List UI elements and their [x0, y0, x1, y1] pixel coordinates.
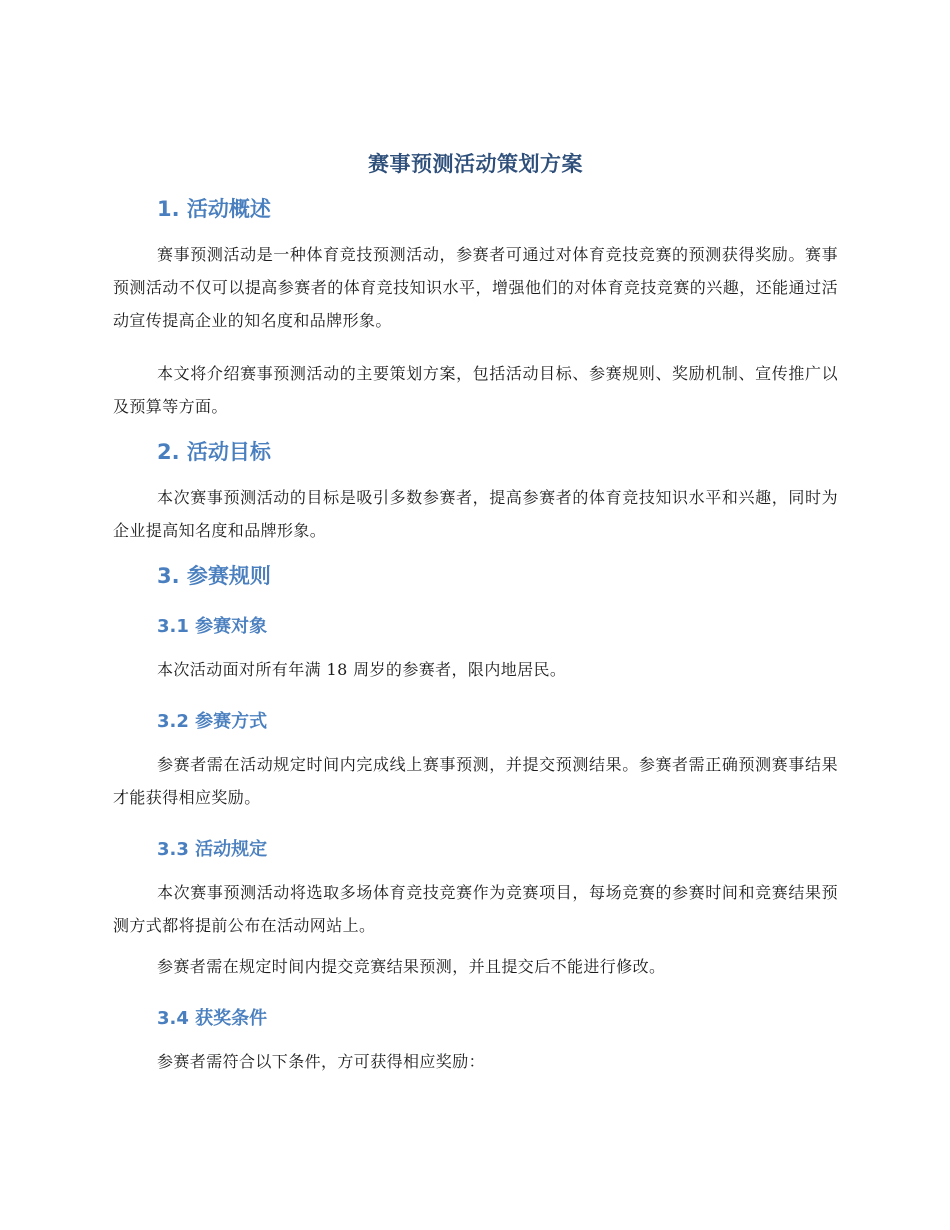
- paragraph-award-conditions-1: 参赛者需符合以下条件，方可获得相应奖励：: [157, 1052, 486, 1071]
- paragraph-overview-1: 赛事预测活动是一种体育竞技预测活动，参赛者可通过对体育竞技竞赛的预测获得奖励。赛事预测活动不仅可以提高参赛者的体育竞技知识水平，增强他们的对体育竞技竞赛的兴趣，还能通过活动宣传提高企业的知名度和品牌形象。: [113, 245, 838, 330]
- section-heading-goals: 2. 活动目标: [157, 440, 271, 464]
- paragraph-goals-1: 本次赛事预测活动的目标是吸引多数参赛者，提高参赛者的体育竞技知识水平和兴趣，同时为企业提高知名度和品牌形象。: [113, 488, 838, 540]
- subsection-heading-regulations: 3.3 活动规定: [157, 839, 268, 860]
- paragraph-regulations-1: 本次赛事预测活动将选取多场体育竞技竞赛作为竞赛项目，每场竞赛的参赛时间和竞赛结果预测方式都将提前公布在活动网站上。: [113, 883, 838, 935]
- document-title: 赛事预测活动策划方案: [368, 152, 583, 176]
- subsection-heading-award-conditions: 3.4 获奖条件: [157, 1008, 268, 1029]
- paragraph-regulations-2: 参赛者需在规定时间内提交竞赛结果预测，并且提交后不能进行修改。: [157, 957, 666, 976]
- subsection-heading-participants: 3.1 参赛对象: [157, 616, 268, 637]
- section-heading-overview: 1. 活动概述: [157, 197, 271, 221]
- paragraph-method-1: 参赛者需在活动规定时间内完成线上赛事预测，并提交预测结果。参赛者需正确预测赛事结果才能获得相应奖励。: [113, 755, 838, 807]
- section-heading-rules: 3. 参赛规则: [157, 564, 271, 588]
- subsection-heading-method: 3.2 参赛方式: [157, 711, 268, 732]
- paragraph-overview-2: 本文将介绍赛事预测活动的主要策划方案，包括活动目标、参赛规则、奖励机制、宣传推广以及预算等方面。: [113, 364, 838, 416]
- document-body: [113, 148, 838, 1078]
- paragraph-participants-1: 本次活动面对所有年满 18 周岁的参赛者，限内地居民。: [157, 660, 567, 679]
